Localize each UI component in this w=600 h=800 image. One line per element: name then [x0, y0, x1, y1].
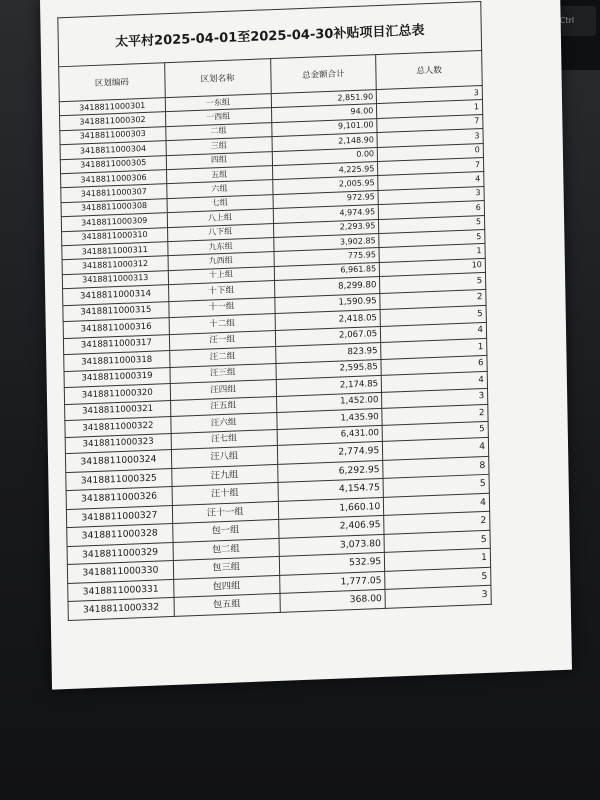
name-cell: 包四组 [173, 575, 279, 598]
table-title: 太平村2025-04-01至2025-04-30补贴项目汇总表 [58, 2, 482, 67]
amount-cell: 823.95 [275, 343, 381, 364]
amount-cell: 368.00 [279, 589, 385, 612]
code-cell: 3418811000320 [64, 384, 170, 405]
header-name: 区划名称 [164, 59, 270, 98]
name-cell: 一西组 [165, 108, 271, 126]
count-cell: 4 [384, 493, 490, 516]
code-cell: 3418811000306 [61, 170, 167, 188]
amount-cell: 8,299.80 [274, 277, 380, 298]
keyboard-key: Ctrl [538, 6, 596, 36]
count-cell: 3 [376, 86, 482, 104]
name-cell: 一东组 [165, 94, 271, 112]
code-cell: 3418811000327 [66, 505, 172, 528]
count-cell: 6 [381, 355, 487, 376]
code-cell: 3418811000329 [67, 542, 173, 565]
code-cell: 3418811000317 [63, 334, 169, 355]
code-cell: 3418811000316 [63, 318, 169, 339]
code-cell: 3418811000315 [63, 301, 169, 322]
name-cell: 汪六组 [171, 413, 277, 434]
amount-cell: 1,660.10 [278, 497, 384, 520]
name-cell: 汪一组 [169, 330, 275, 351]
code-cell: 3418811000302 [60, 112, 166, 130]
header-amount: 总金额合计 [270, 55, 376, 94]
count-cell: 5 [382, 421, 488, 442]
code-cell: 3418811000310 [62, 227, 168, 245]
code-cell: 3418811000319 [64, 367, 170, 388]
count-cell: 2 [380, 289, 486, 310]
code-cell: 3418811000308 [61, 198, 167, 216]
count-cell: 4 [381, 371, 487, 392]
count-cell: 3 [377, 129, 483, 147]
amount-cell: 2,067.05 [275, 326, 381, 347]
count-cell: 8 [383, 456, 489, 479]
count-cell: 4 [378, 172, 484, 190]
name-cell: 二组 [166, 122, 272, 140]
name-cell: 汪十一组 [172, 501, 278, 524]
count-cell: 1 [385, 548, 491, 571]
count-cell: 5 [379, 215, 485, 233]
amount-cell: 2,406.95 [278, 515, 384, 538]
amount-cell: 6,431.00 [277, 425, 383, 446]
amount-cell: 1,590.95 [274, 293, 380, 314]
code-cell: 3418811000311 [62, 242, 168, 260]
name-cell: 汪四组 [170, 380, 276, 401]
amount-cell: 9,101.00 [271, 118, 377, 136]
name-cell: 包三组 [173, 556, 279, 579]
paper-sheet [40, 0, 572, 690]
count-cell: 5 [379, 229, 485, 247]
name-cell: 汪二组 [169, 347, 275, 368]
amount-cell: 2,595.85 [275, 359, 381, 380]
code-cell: 3418811000312 [62, 256, 168, 274]
amount-cell: 1,777.05 [279, 571, 385, 594]
count-cell: 6 [378, 201, 484, 219]
amount-cell: 2,293.95 [273, 219, 379, 237]
code-cell: 3418811000313 [62, 270, 168, 288]
count-cell: 1 [381, 338, 487, 359]
name-cell: 十一组 [169, 297, 275, 318]
count-cell: 5 [380, 273, 486, 294]
amount-cell: 4,225.95 [272, 162, 378, 180]
count-cell: 4 [383, 437, 489, 460]
code-cell: 3418811000322 [65, 417, 171, 438]
count-cell: 3 [378, 186, 484, 204]
code-cell: 3418811000321 [65, 400, 171, 421]
count-cell: 5 [380, 305, 486, 326]
count-cell: 5 [384, 530, 490, 553]
code-cell: 3418811000309 [61, 213, 167, 231]
code-cell: 3418811000304 [60, 141, 166, 159]
name-cell: 五组 [166, 166, 272, 184]
code-cell: 3418811000323 [65, 433, 171, 454]
count-cell: 2 [382, 404, 488, 425]
count-cell: 3 [382, 388, 488, 409]
name-cell: 九东组 [168, 237, 274, 255]
name-cell: 汪七组 [171, 429, 277, 450]
amount-cell: 1,452.00 [276, 392, 382, 413]
name-cell: 八上组 [167, 209, 273, 227]
amount-cell: 4,974.95 [273, 205, 379, 223]
count-cell: 7 [378, 157, 484, 175]
code-cell: 3418811000305 [60, 155, 166, 173]
table-body [59, 86, 491, 621]
code-cell: 3418811000314 [63, 285, 169, 306]
name-cell: 包五组 [174, 593, 280, 616]
name-cell: 八下组 [167, 223, 273, 241]
code-cell: 3418811000318 [64, 351, 170, 372]
code-cell: 3418811000324 [65, 450, 171, 473]
amount-cell: 972.95 [273, 190, 379, 208]
name-cell: 汪八组 [171, 446, 277, 469]
name-cell: 九西组 [168, 252, 274, 270]
code-cell: 3418811000326 [66, 487, 172, 510]
count-cell: 4 [381, 322, 487, 343]
count-cell: 1 [377, 100, 483, 118]
name-cell: 汪九组 [171, 464, 277, 487]
count-cell: 2 [384, 511, 490, 534]
count-cell: 10 [380, 258, 486, 276]
code-cell: 3418811000301 [59, 98, 165, 116]
amount-cell: 2,774.95 [277, 441, 383, 464]
name-cell: 十二组 [169, 314, 275, 335]
code-cell: 3418811000303 [60, 126, 166, 144]
amount-cell: 0.00 [272, 147, 378, 165]
code-cell: 3418811000328 [67, 524, 173, 547]
amount-cell: 775.95 [274, 248, 380, 266]
name-cell: 四组 [166, 151, 272, 169]
amount-cell: 6,961.85 [274, 262, 380, 280]
name-cell: 汪五组 [170, 396, 276, 417]
amount-cell: 3,902.85 [273, 233, 379, 251]
amount-cell: 4,154.75 [278, 478, 384, 501]
name-cell: 十下组 [168, 281, 274, 302]
amount-cell: 2,005.95 [272, 176, 378, 194]
amount-cell: 532.95 [279, 552, 385, 575]
name-cell: 包一组 [172, 520, 278, 543]
amount-cell: 6,292.95 [277, 460, 383, 483]
amount-cell: 1,435.90 [276, 409, 382, 430]
name-cell: 十上组 [168, 266, 274, 284]
count-cell: 5 [383, 474, 489, 497]
name-cell: 七组 [167, 194, 273, 212]
code-cell: 3418811000331 [68, 579, 174, 602]
amount-cell: 2,418.05 [275, 310, 381, 331]
code-cell: 3418811000307 [61, 184, 167, 202]
count-cell: 3 [385, 585, 491, 608]
amount-cell: 2,174.85 [276, 376, 382, 397]
code-cell: 3418811000330 [67, 561, 173, 584]
amount-cell: 2,148.90 [272, 133, 378, 151]
amount-cell: 2,851.90 [271, 90, 377, 108]
count-cell: 5 [385, 567, 491, 590]
subsidy-summary-table [57, 1, 491, 621]
count-cell: 0 [377, 143, 483, 161]
name-cell: 汪三组 [170, 363, 276, 384]
header-code: 区划编码 [59, 63, 165, 102]
name-cell: 汪十组 [172, 483, 278, 506]
code-cell: 3418811000325 [66, 468, 172, 491]
amount-cell: 3,073.80 [279, 534, 385, 557]
name-cell: 包二组 [173, 538, 279, 561]
amount-cell: 94.00 [271, 104, 377, 122]
header-count: 总人数 [376, 51, 482, 90]
name-cell: 六组 [167, 180, 273, 198]
count-cell: 1 [379, 244, 485, 262]
code-cell: 3418811000332 [68, 598, 174, 621]
name-cell: 三组 [166, 137, 272, 155]
count-cell: 7 [377, 114, 483, 132]
